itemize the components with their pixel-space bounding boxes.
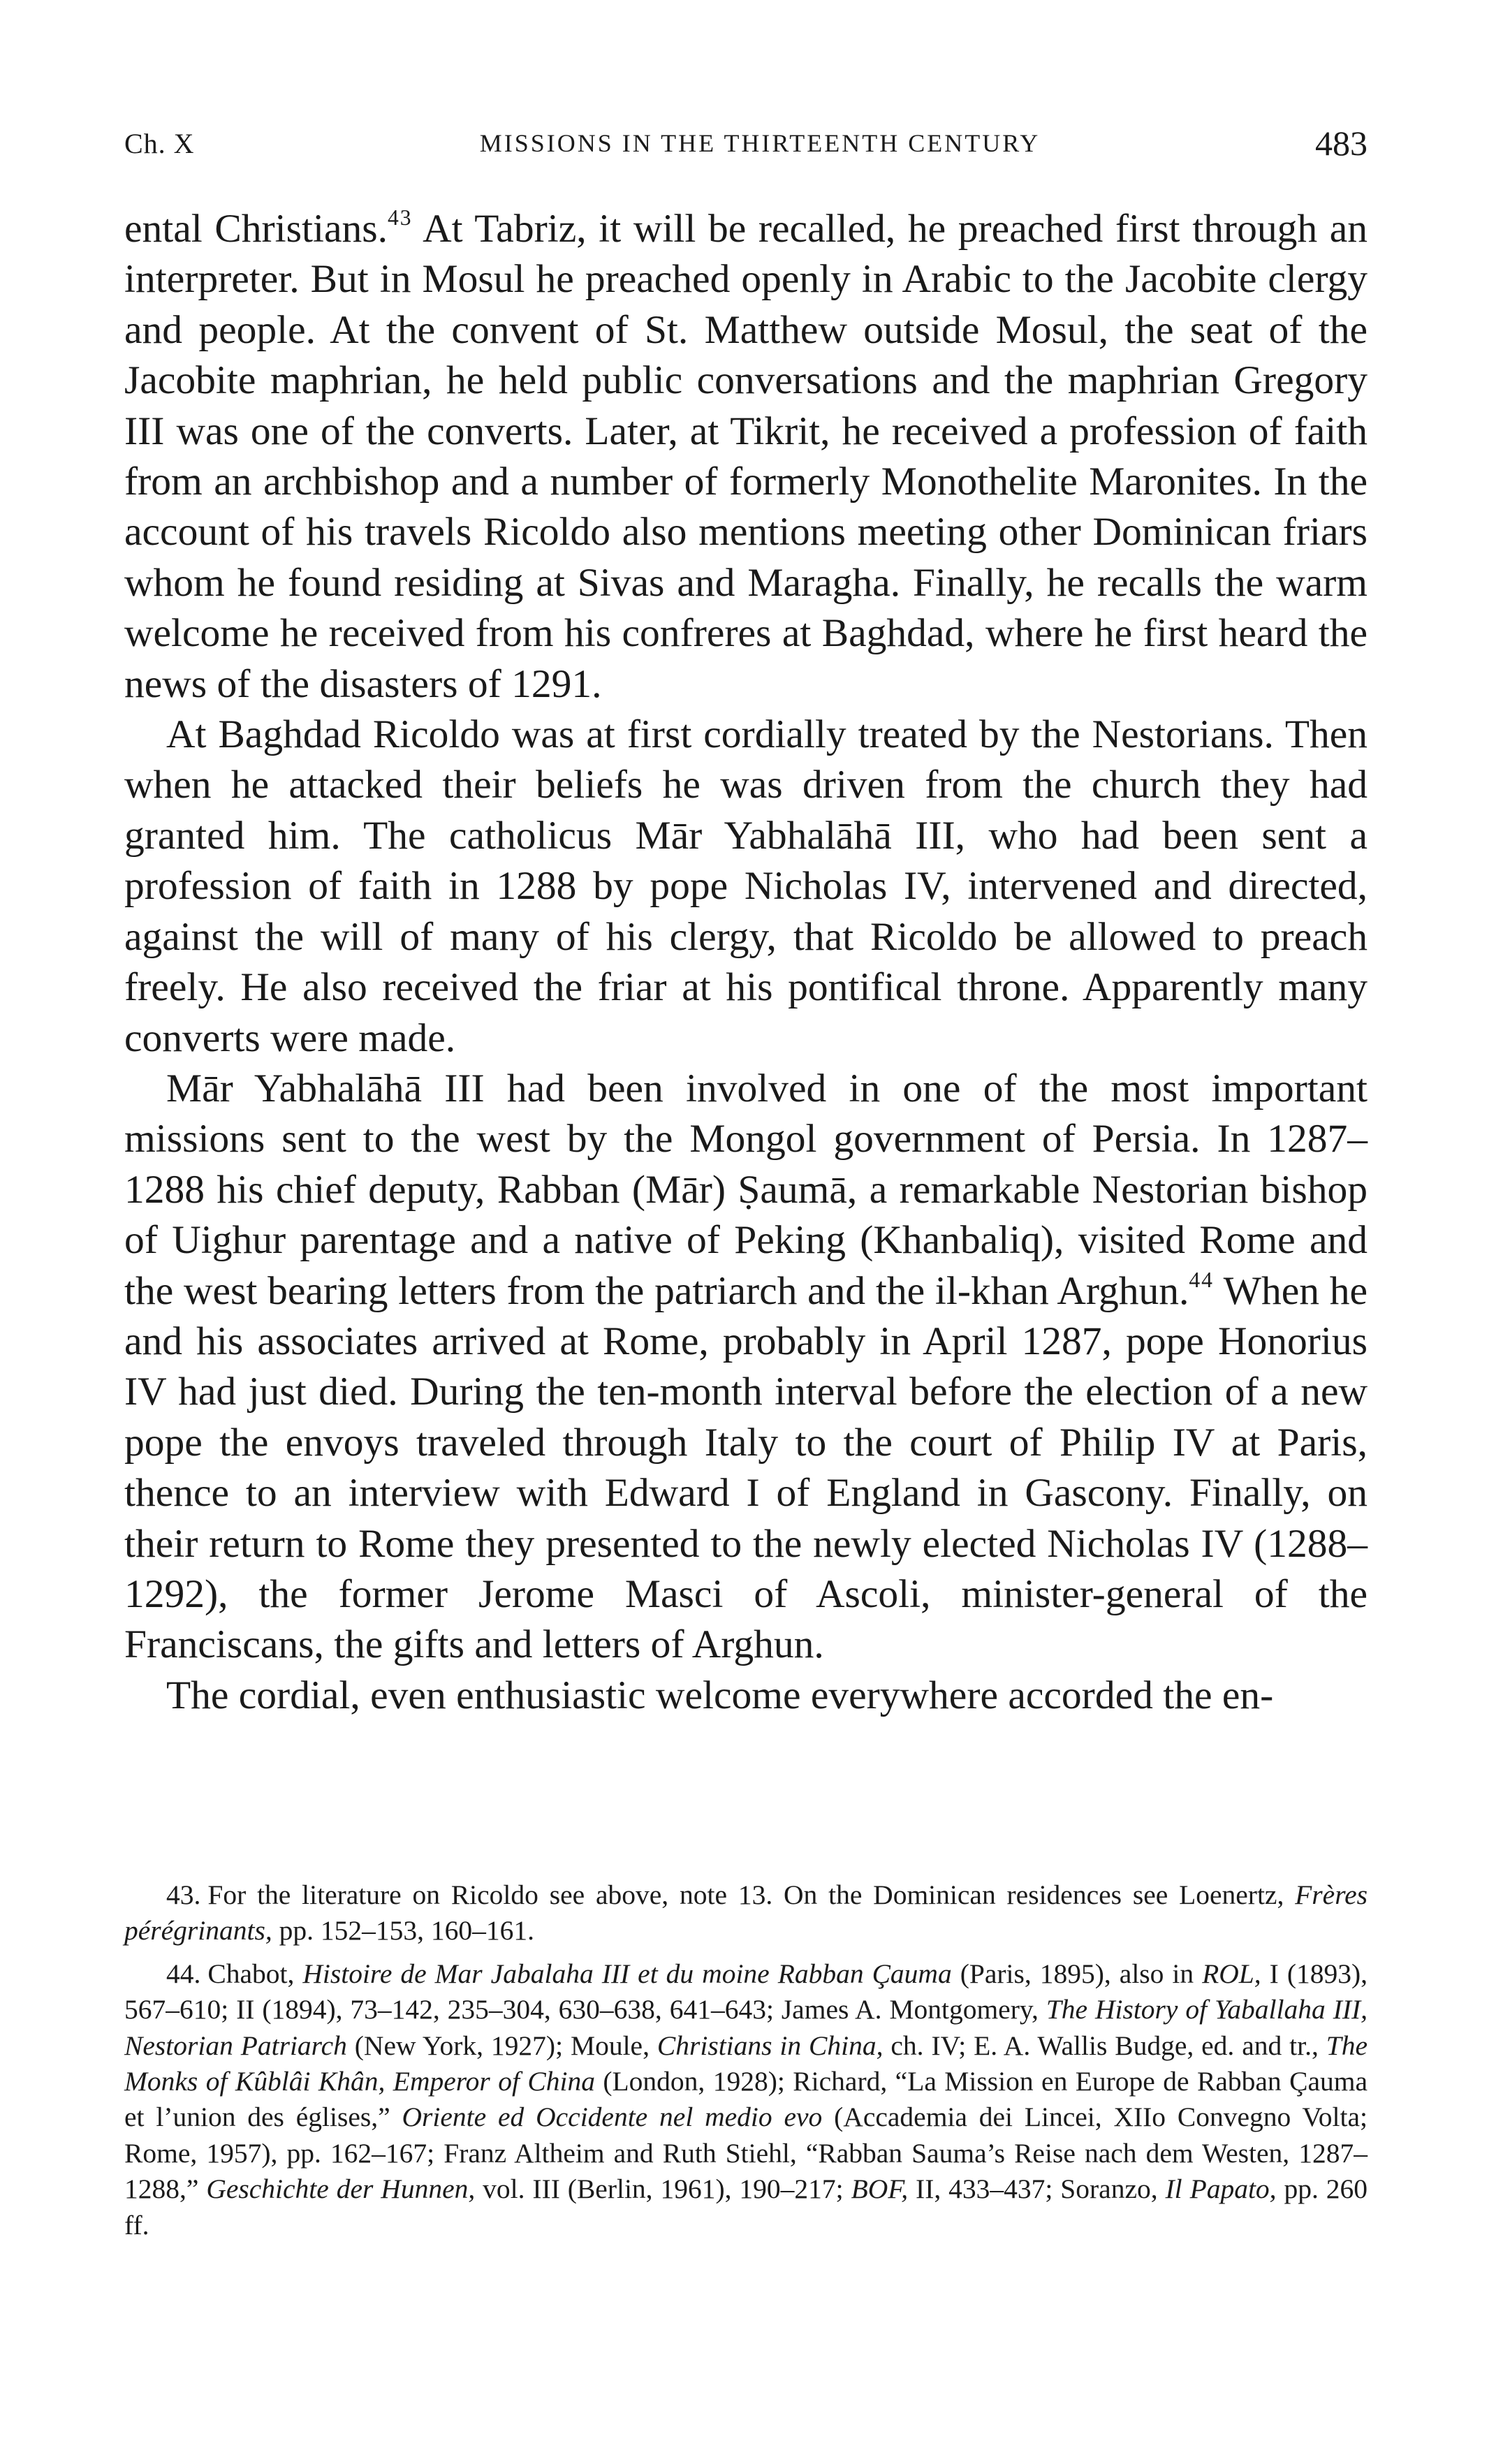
footnote-text: (London, 1928); Richard, “La Mission en Europe de Rabban Çauma et l’union des églises,” (124, 2066, 1368, 2133)
footnote-text: For the literature on Ricoldo see above, note 13. On the Dominican residences see Loenertz, (207, 1879, 1296, 1910)
footnote-ref-44[interactable]: 44 (1189, 1267, 1214, 1292)
footnote-text: Chabot, (207, 1958, 303, 1989)
footnote-number: 43. (166, 1879, 201, 1910)
footnote-title: BOF, (851, 2173, 909, 2205)
footnote-text: pp. 260 ff. (124, 2173, 1368, 2241)
footnote-title: The History of Yaballaha III, Nestorian Patriarch (124, 1994, 1368, 2061)
paragraph-3-text-a: Mār Yabhalāhā III had been involved in one of the most important missions sent to the west by the Mongol government of Persia. In 1287–1288 his chief deputy, Rabban (Mār) Ṣaumā, a remarkable Nestorian bishop of Uighur parentage and a native of Peking (Khanbaliq), visited Rome and the west bearing letters from the patriarch and the il-khan Arghun. (124, 1066, 1368, 1313)
body-text (124, 204, 1368, 1721)
footnote-title: Frères pérégrinants, (124, 1879, 1368, 1946)
footnote-44 (124, 1956, 1368, 2243)
paragraph-3 (124, 1064, 1368, 1671)
footnote-text: (Accademia dei Lincei, XIIo Convegno Volta; Rome, 1957), pp. 162–167; Franz Altheim and Ruth Stiehl, “Rabban Sauma’s Reise nach dem Westen, 1287–1288,” (124, 2102, 1368, 2205)
footnote-text: ch. IV; E. A. Wallis Budge, ed. and tr., (883, 2030, 1326, 2061)
footnote-text: pp. 152–153, 160–161. (272, 1915, 535, 1946)
running-title: MISSIONS IN THE THIRTEENTH CENTURY (479, 129, 1041, 157)
paragraph-2: At Baghdad Ricoldo was at first cordially treated by the Nestorians. Then when he attacked their beliefs he was driven from the church they had granted him. The catholicus Mār Yabhalāhā III, who had been sent a profession of faith in 1288 by pope Nicholas IV, intervened and directed, against the will of many of his clergy, that Ricoldo be allowed to preach freely. He also received the friar at his pontifical throne. Apparently many converts were made. (124, 712, 1368, 1060)
book-page (124, 0, 1368, 2464)
chapter-label: Ch. X (124, 128, 195, 159)
footnotes (124, 1877, 1368, 2243)
footnote-title: Christians in China, (657, 2030, 884, 2061)
footnote-text: (Paris, 1895), also in (951, 1958, 1203, 1989)
footnote-ref-43[interactable]: 43 (387, 205, 413, 230)
footnote-title: ROL, (1202, 1958, 1261, 1989)
footnote-title: Histoire de Mar Jabalaha III et du moine Rabban Çauma (302, 1958, 952, 1989)
paragraph-3-text-b: When he and his associates arrived at Rome, probably in April 1287, pope Honorius IV had just died. During the ten-month interval before the election of a new pope the envoys traveled through Italy to the court of Philip IV at Paris, thence to an interview with Edward I of England in Gascony. Finally, on their return to Rome they presented to the newly elected Nicholas IV (1288–1292), the former Jerome Masci of Ascoli, minister-general of the Franciscans, the gifts and letters of Arghun. (124, 1268, 1368, 1667)
footnote-title: Il Papato, (1165, 2173, 1277, 2205)
paragraph-1-text-b: At Tabriz, it will be recalled, he preached first through an interpreter. But in Mosul he preached openly in Arabic to the Jacobite clergy and people. At the convent of St. Matthew outside Mosul, the seat of the Jacobite maphrian, he held public conversations and the maphrian Gregory III was one of the converts. Later, at Tikrit, he received a profession of faith from an archbishop and a number of formerly Monothelite Maronites. In the account of his travels Ricoldo also mentions meeting other Dominican friars whom he found residing at Sivas and Maragha. Finally, he recalls the warm welcome he received from his confreres at Baghdad, where he first heard the news of the disasters of 1291. (124, 207, 1368, 706)
footnote-text: II, 433–437; Soranzo, (908, 2173, 1166, 2205)
footnote-title: Geschichte der Hunnen, (206, 2173, 476, 2205)
footnote-text: (New York, 1927); Moule, (346, 2030, 657, 2061)
running-head (124, 123, 1368, 165)
footnote-43 (124, 1877, 1368, 1949)
footnote-title: The Monks of Kûblâi Khân, Emperor of China (124, 2030, 1368, 2097)
footnote-number: 44. (166, 1958, 201, 1989)
paragraph-1-text-a: ental Christians. (124, 207, 388, 251)
footnote-text: vol. III (Berlin, 1961), 190–217; (475, 2173, 851, 2205)
paragraph-4: The cordial, even enthusiastic welcome everywhere accorded the en- (166, 1673, 1274, 1717)
footnote-text: I (1893), 567–610; II (1894), 73–142, 235–304, 630–638, 641–643; James A. Montgomery, (124, 1958, 1368, 2025)
footnote-title: Oriente ed Occidente nel medio evo (402, 2102, 823, 2133)
page-number: 483 (1315, 124, 1368, 163)
paragraph-1 (124, 204, 1368, 710)
